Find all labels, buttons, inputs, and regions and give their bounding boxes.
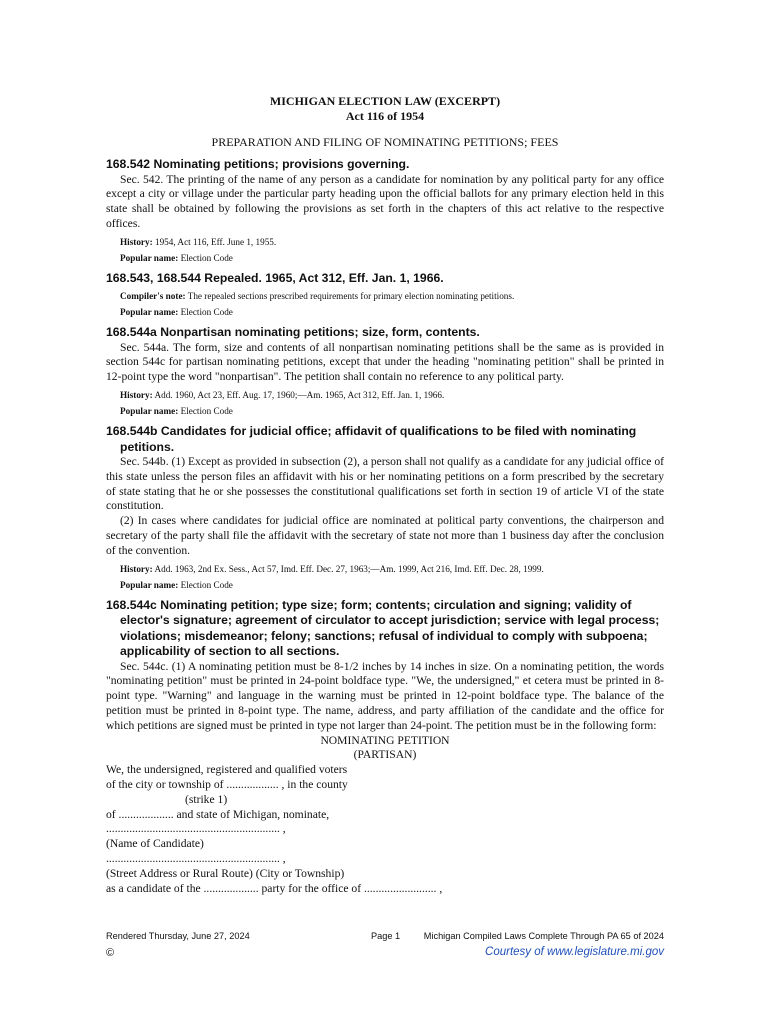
note-text: 1954, Act 116, Eff. June 1, 1955. [152, 236, 277, 247]
note-text: Add. 1963, 2nd Ex. Sess., Act 57, Imd. Eff. Dec. 27, 1963;—Am. 1999, Act 216, Imd. Eff. Dec. 28, 1999. [152, 563, 544, 574]
courtesy-link[interactable]: Courtesy of www.legislature.mi.gov [485, 946, 664, 958]
section-heading: 168.544a Nonpartisan nominating petitions; size, form, contents. [106, 325, 480, 340]
note-text: Election Code [178, 307, 233, 318]
compiler-note [106, 290, 664, 302]
section-heading: 168.544b Candidates for judicial office; affidavit of qualifications to be filed with nominating petitions. [106, 424, 637, 454]
document-title: MICHIGAN ELECTION LAW (EXCERPT) [269, 94, 501, 108]
popular-name-note [106, 405, 664, 417]
act-number: Act 116 of 1954 [345, 109, 425, 123]
section-paragraph: Sec. 544b. (1) Except as provided in subsection (2), a person shall not qualify as a candidate for any judicial office of this state unless the person files an affidavit with his or her nominating petitions on a form prescribed by the secretary of state stating that he or she possesses the constitutional qualifications set forth in section 19 of article VI of the state constitution. [106, 455, 664, 513]
note-text: Election Code [178, 406, 233, 417]
section-heading: 168.542 Nominating petitions; provisions governing. [106, 157, 410, 171]
note-label: History: [120, 236, 153, 247]
section-168-544b [106, 424, 664, 591]
section-heading: 168.544c Nominating petition; type size; form; contents; circulation and signing; validity of elector's signature; agreement of circulator to accept jurisdiction; service with legal process; violations; misdemeanor; felony; sanctions; refusal of individual to comply with subpoena; applicability of section to all sections. [106, 597, 660, 659]
section-168-542 [106, 157, 664, 264]
history-note [106, 236, 664, 248]
section-paragraph: Sec. 544c. (1) A nominating petition must be 8-1/2 inches by 14 inches in size. On a nominating petition, the words "nominating petition" must be printed in 24-point boldface type. "We, the undersigned," et cetera must be printed in 8-point type. "Warning" and language in the warning must be printed in 12-point boldface type. The balance of the petition must be printed in 8-point type. The name, address, and party affiliation of the candidate and the office for which petitions are signed must be printed in type not larger than 24-point. The petition must be in the following form: [106, 659, 664, 732]
section-paragraph: (2) In cases where candidates for judicial office are nominated at political party conventions, the chairperson and secretary of the party shall file the affidavit with the secretary of state not more than 1 business day after the conclusion of the convention. [106, 514, 664, 557]
note-label: Popular name: [120, 307, 179, 318]
page-number: Page 1 [371, 931, 401, 941]
note-label: Popular name: [120, 579, 179, 590]
petition-line: (strike 1) [185, 792, 228, 806]
note-label: History: [120, 563, 153, 574]
document-body [106, 94, 664, 896]
section-168-544a [106, 325, 664, 417]
note-label: History: [120, 390, 153, 401]
section-168-544c [106, 598, 664, 734]
chapter-heading: PREPARATION AND FILING OF NOMINATING PETITIONS; FEES [211, 135, 559, 149]
note-text: Election Code [178, 579, 233, 590]
section-168-543-544 [106, 271, 664, 319]
petition-title: NOMINATING PETITION [320, 733, 450, 747]
petition-form [106, 734, 664, 897]
note-label: Popular name: [120, 252, 179, 263]
popular-name-note [106, 579, 664, 591]
petition-line: (Street Address or Rural Route) (City or Township) [106, 866, 345, 880]
popular-name-note [106, 306, 664, 318]
section-paragraph: Sec. 542. The printing of the name of any person as a candidate for nomination by any political party for any office except a city or village under the particular party heading upon the official ballots for any primary election held in this state shall be obtained by following the provisions as set forth in the chapters of this act relative to the respective offices. [106, 172, 664, 230]
petition-line: We, the undersigned, registered and qualified voters [106, 763, 348, 777]
note-label: Popular name: [120, 406, 179, 417]
petition-line: ............................................................ , [106, 852, 286, 866]
petition-line: of ................... and state of Michigan, nominate, [106, 807, 330, 821]
section-paragraph: Sec. 544a. The form, size and contents of all nonpartisan nominating petitions shall be the same as is provided in section 544c for partisan nominating petitions, except that under the heading "nominating petition" shall be printed in 12-point type the word "nonpartisan". The petition shall contain no reference to any political party. [106, 340, 664, 384]
petition-line: of the city or township of .................. , in the county [106, 778, 348, 792]
section-heading: 168.543, 168.544 Repealed. 1965, Act 312, Eff. Jan. 1, 1966. [106, 270, 444, 285]
note-label: Compiler's note: [120, 291, 186, 302]
petition-line: (Name of Candidate) [106, 837, 204, 851]
popular-name-note [106, 252, 664, 264]
history-note [106, 389, 664, 401]
note-text: Election Code [178, 252, 233, 263]
petition-line: as a candidate of the ................... party for the office of ......................... , [106, 881, 443, 895]
note-text: Add. 1960, Act 23, Eff. Aug. 17, 1960;—Am. 1965, Act 312, Eff. Jan. 1, 1966. [152, 390, 445, 401]
copyright-symbol: © [106, 947, 115, 959]
petition-subtitle: (PARTISAN) [353, 748, 417, 762]
note-text: The repealed sections prescribed requirements for primary election nominating petitions. [185, 291, 515, 302]
petition-line: ............................................................ , [106, 822, 286, 836]
compiled-through: Michigan Compiled Laws Complete Through PA 65 of 2024 [423, 931, 664, 941]
history-note [106, 563, 664, 575]
rendered-date: Rendered Thursday, June 27, 2024 [106, 931, 250, 941]
